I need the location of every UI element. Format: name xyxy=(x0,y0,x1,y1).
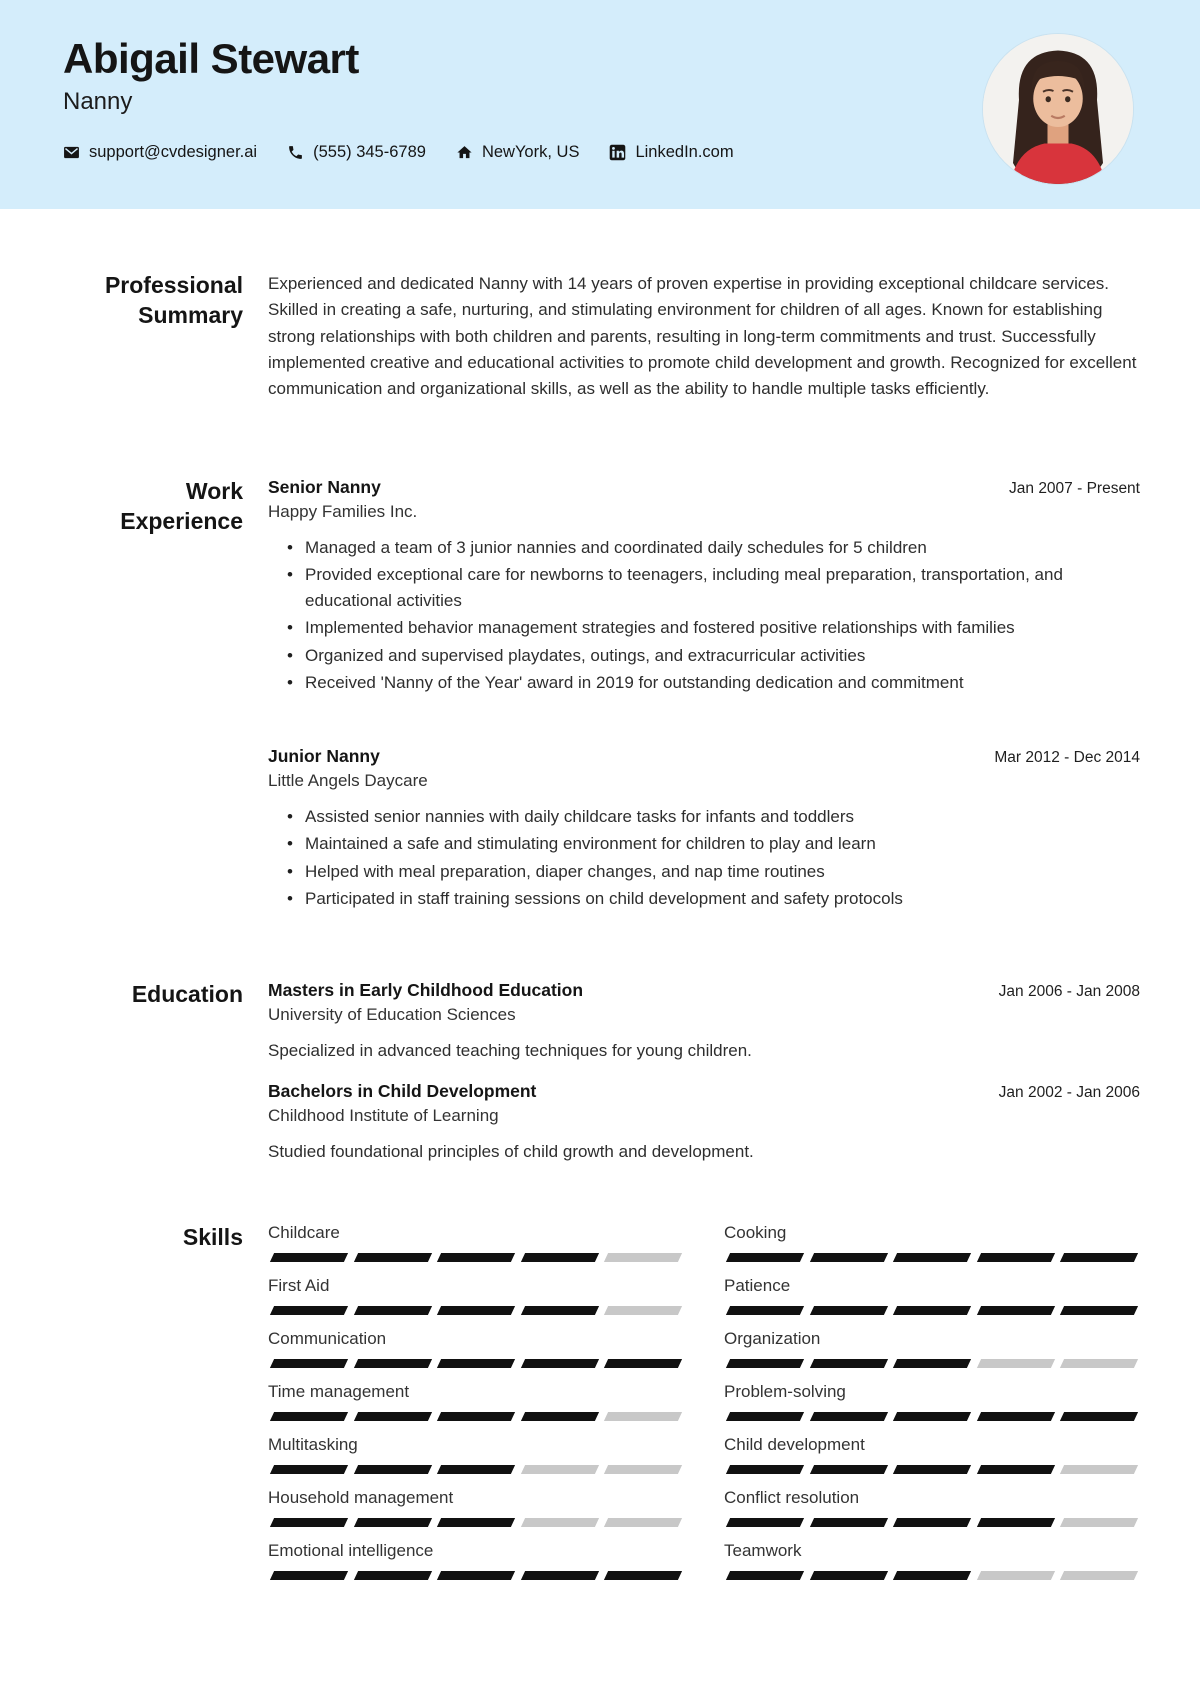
skill-item xyxy=(268,1382,684,1421)
job-title: Nanny xyxy=(63,88,133,116)
skill-name: Teamwork xyxy=(724,1540,802,1560)
skill-bar-segment xyxy=(726,1412,804,1421)
skill-bar-segment xyxy=(1060,1253,1138,1262)
skill-item xyxy=(268,1541,684,1580)
skill-name: Problem-solving xyxy=(724,1381,846,1401)
degree-dates: Jan 2006 - Jan 2008 xyxy=(998,982,1140,1000)
skill-bar-segment xyxy=(809,1253,887,1262)
skill-level-bar xyxy=(268,1412,684,1421)
skill-name: Patience xyxy=(724,1275,791,1295)
degree-header xyxy=(268,1081,1140,1102)
skill-bar-segment xyxy=(604,1306,682,1315)
header xyxy=(0,0,1200,209)
degree-description: Specialized in advanced teaching techniques for young children. xyxy=(268,1040,752,1060)
skill-item xyxy=(724,1382,1140,1421)
section-education xyxy=(80,980,1140,1165)
degree-description: Studied foundational principles of child growth and development. xyxy=(268,1142,754,1162)
skill-bar-segment xyxy=(1060,1465,1138,1474)
skill-bar-segment xyxy=(437,1571,515,1580)
job-bullet: • Organized and supervised playdates, outings, and extracurricular activities xyxy=(268,643,1140,669)
skill-bar-segment xyxy=(726,1253,804,1262)
skill-bar-segment xyxy=(353,1518,431,1527)
skill-level-bar xyxy=(268,1571,684,1580)
skill-item xyxy=(724,1435,1140,1474)
skill-level-bar xyxy=(724,1518,1140,1527)
skill-bar-segment xyxy=(521,1571,599,1580)
skill-bar-segment xyxy=(1060,1518,1138,1527)
skill-level-bar xyxy=(268,1253,684,1262)
job-header xyxy=(268,477,1140,498)
skill-level-bar xyxy=(268,1465,684,1474)
skill-bar-segment xyxy=(270,1359,348,1368)
skill-bar-segment xyxy=(809,1359,887,1368)
skill-level-bar xyxy=(268,1306,684,1315)
skill-bar-segment xyxy=(1060,1306,1138,1315)
skill-bar-segment xyxy=(437,1518,515,1527)
skill-level-bar xyxy=(268,1518,684,1527)
skill-bar-segment xyxy=(437,1412,515,1421)
skill-name: Communication xyxy=(268,1328,387,1348)
job-title-text: Senior Nanny xyxy=(268,476,381,497)
skill-bar-segment xyxy=(353,1571,431,1580)
job-company: Happy Families Inc. xyxy=(268,501,418,521)
skill-bar-segment xyxy=(893,1518,971,1527)
skill-bar-segment xyxy=(893,1465,971,1474)
job-bullet-list xyxy=(268,804,1140,912)
contact-location-text: NewYork, US xyxy=(481,143,580,162)
skill-bar-segment xyxy=(1060,1571,1138,1580)
skill-bar-segment xyxy=(604,1465,682,1474)
contact-row xyxy=(63,143,1134,162)
skill-bar-segment xyxy=(604,1571,682,1580)
skill-bar-segment xyxy=(809,1412,887,1421)
skill-item xyxy=(724,1541,1140,1580)
job-bullet: • Maintained a safe and stimulating environment for children to play and learn xyxy=(268,831,1140,857)
skill-bar-segment xyxy=(1060,1412,1138,1421)
skill-level-bar xyxy=(724,1571,1140,1580)
job-header xyxy=(268,746,1140,767)
skill-bar-segment xyxy=(521,1518,599,1527)
skills-column-left xyxy=(268,1223,684,1594)
skill-bar-segment xyxy=(521,1253,599,1262)
job-title-text: Junior Nanny xyxy=(268,745,380,766)
degree-title-text: Masters in Early Childhood Education xyxy=(268,979,584,1000)
skills-column-right xyxy=(724,1223,1140,1594)
skill-bar-segment xyxy=(726,1571,804,1580)
skill-bar-segment xyxy=(893,1412,971,1421)
skill-bar-segment xyxy=(437,1359,515,1368)
skill-bar-segment xyxy=(270,1253,348,1262)
job-bullet: • Provided exceptional care for newborns to teenagers, including meal preparation, transportation, and educational activities xyxy=(268,562,1140,613)
skill-bar-segment xyxy=(977,1412,1055,1421)
skill-bar-segment xyxy=(893,1253,971,1262)
resume-body xyxy=(0,271,1200,1594)
skill-bar-segment xyxy=(437,1306,515,1315)
person-name: Abigail Stewart xyxy=(63,35,359,82)
degree-school: University of Education Sciences xyxy=(268,1004,516,1024)
job-bullet: • Participated in staff training sessions on child development and safety protocols xyxy=(268,886,1140,912)
section-heading-work: Work Experience xyxy=(120,477,243,534)
skill-bar-segment xyxy=(893,1571,971,1580)
contact-linkedin xyxy=(609,143,733,162)
skills-columns xyxy=(268,1223,1140,1594)
contact-location xyxy=(456,143,580,162)
contact-email xyxy=(63,143,257,162)
job-company: Little Angels Daycare xyxy=(268,770,428,790)
skill-level-bar xyxy=(724,1253,1140,1262)
work-entries xyxy=(268,477,1140,914)
job-entry xyxy=(268,477,1140,696)
home-icon xyxy=(456,144,473,161)
skill-bar-segment xyxy=(604,1518,682,1527)
skill-bar-segment xyxy=(809,1518,887,1527)
degree-entry xyxy=(268,980,1140,1064)
skill-bar-segment xyxy=(353,1359,431,1368)
job-bullet: • Received 'Nanny of the Year' award in 2019 for outstanding dedication and commitment xyxy=(268,670,1140,696)
skill-bar-segment xyxy=(270,1571,348,1580)
skill-item xyxy=(724,1276,1140,1315)
skill-item xyxy=(268,1488,684,1527)
degree-school: Childhood Institute of Learning xyxy=(268,1106,499,1126)
job-bullet: • Implemented behavior management strategies and fostered positive relationships with families xyxy=(268,615,1140,641)
skill-bar-segment xyxy=(270,1518,348,1527)
section-heading-skills: Skills xyxy=(182,1223,243,1250)
skill-bar-segment xyxy=(977,1253,1055,1262)
skill-item xyxy=(724,1329,1140,1368)
skill-bar-segment xyxy=(726,1465,804,1474)
skill-bar-segment xyxy=(437,1253,515,1262)
degree-dates: Jan 2002 - Jan 2006 xyxy=(998,1084,1140,1102)
skill-bar-segment xyxy=(521,1359,599,1368)
linkedin-icon xyxy=(609,144,626,161)
skill-bar-segment xyxy=(809,1306,887,1315)
skill-name: Child development xyxy=(724,1434,865,1454)
skill-level-bar xyxy=(724,1359,1140,1368)
skill-bar-segment xyxy=(604,1253,682,1262)
skill-item xyxy=(724,1223,1140,1262)
skill-item xyxy=(724,1488,1140,1527)
contact-email-text: support@cvdesigner.ai xyxy=(89,143,258,162)
job-dates: Jan 2007 - Present xyxy=(1009,479,1140,497)
skill-bar-segment xyxy=(353,1465,431,1474)
job-bullet: • Helped with meal preparation, diaper changes, and nap time routines xyxy=(268,859,1140,885)
skill-item xyxy=(268,1223,684,1262)
skill-bar-segment xyxy=(270,1412,348,1421)
skill-bar-segment xyxy=(809,1571,887,1580)
section-heading-summary: Professional Summary xyxy=(104,272,243,328)
skill-bar-segment xyxy=(893,1359,971,1368)
skill-name: Organization xyxy=(724,1328,821,1348)
skill-item xyxy=(268,1276,684,1315)
skill-level-bar xyxy=(724,1465,1140,1474)
job-dates: Mar 2012 - Dec 2014 xyxy=(994,748,1140,766)
skill-bar-segment xyxy=(977,1359,1055,1368)
contact-phone-text: (555) 345-6789 xyxy=(313,143,426,162)
section-skills xyxy=(80,1223,1140,1594)
skill-bar-segment xyxy=(977,1518,1055,1527)
skill-bar-segment xyxy=(521,1412,599,1421)
profile-photo xyxy=(982,33,1134,185)
skill-name: Cooking xyxy=(724,1222,787,1242)
contact-linkedin-text: LinkedIn.com xyxy=(635,143,734,162)
section-professional-summary xyxy=(80,271,1140,403)
skill-bar-segment xyxy=(521,1465,599,1474)
skill-bar-segment xyxy=(521,1306,599,1315)
skill-bar-segment xyxy=(437,1465,515,1474)
skill-bar-segment xyxy=(809,1465,887,1474)
skill-bar-segment xyxy=(353,1412,431,1421)
profile-photo-illustration xyxy=(983,34,1133,184)
skill-level-bar xyxy=(724,1412,1140,1421)
skill-name: First Aid xyxy=(268,1275,330,1295)
degree-entry xyxy=(268,1081,1140,1165)
job-bullet-list xyxy=(268,535,1140,696)
skill-bar-segment xyxy=(977,1465,1055,1474)
skill-bar-segment xyxy=(977,1571,1055,1580)
skill-bar-segment xyxy=(726,1518,804,1527)
skill-bar-segment xyxy=(270,1306,348,1315)
skill-bar-segment xyxy=(270,1465,348,1474)
skill-name: Time management xyxy=(268,1381,410,1401)
skill-name: Household management xyxy=(268,1487,454,1507)
section-work-experience xyxy=(80,477,1140,914)
skill-bar-segment xyxy=(353,1253,431,1262)
skill-bar-segment xyxy=(353,1306,431,1315)
job-bullet: • Managed a team of 3 junior nannies and coordinated daily schedules for 5 children xyxy=(268,535,1140,561)
skill-level-bar xyxy=(724,1306,1140,1315)
skill-item xyxy=(268,1435,684,1474)
skill-bar-segment xyxy=(1060,1359,1138,1368)
job-entry xyxy=(268,746,1140,912)
education-entries xyxy=(268,980,1140,1165)
contact-phone xyxy=(287,143,426,162)
email-icon xyxy=(63,144,80,161)
skill-name: Multitasking xyxy=(268,1434,358,1454)
skill-bar-segment xyxy=(977,1306,1055,1315)
skill-bar-segment xyxy=(726,1306,804,1315)
skill-name: Conflict resolution xyxy=(724,1487,860,1507)
skill-bar-segment xyxy=(604,1359,682,1368)
phone-icon xyxy=(287,144,304,161)
section-heading-education: Education xyxy=(131,980,243,1007)
skill-level-bar xyxy=(268,1359,684,1368)
skill-item xyxy=(268,1329,684,1368)
skill-bar-segment xyxy=(604,1412,682,1421)
skill-name: Emotional intelligence xyxy=(268,1540,434,1560)
skill-bar-segment xyxy=(726,1359,804,1368)
degree-header xyxy=(268,980,1140,1001)
summary-text: Experienced and dedicated Nanny with 14 years of proven expertise in providing exceptional childcare services. Skilled in creating a safe, nurturing, and stimulating environment for children of all ages. Known for establishing strong relationships with both children and parents, resulting in long-term commitments and trust. Successfully implemented creative and educational activities to promote child development and growth. Recognized for excellent communication and organizational skills, as well as the ability to handle multiple tasks efficiently. xyxy=(268,274,1137,399)
skill-name: Childcare xyxy=(268,1222,340,1242)
skill-bar-segment xyxy=(893,1306,971,1315)
job-bullet: • Assisted senior nannies with daily childcare tasks for infants and toddlers xyxy=(268,804,1140,830)
degree-title-text: Bachelors in Child Development xyxy=(268,1081,537,1102)
